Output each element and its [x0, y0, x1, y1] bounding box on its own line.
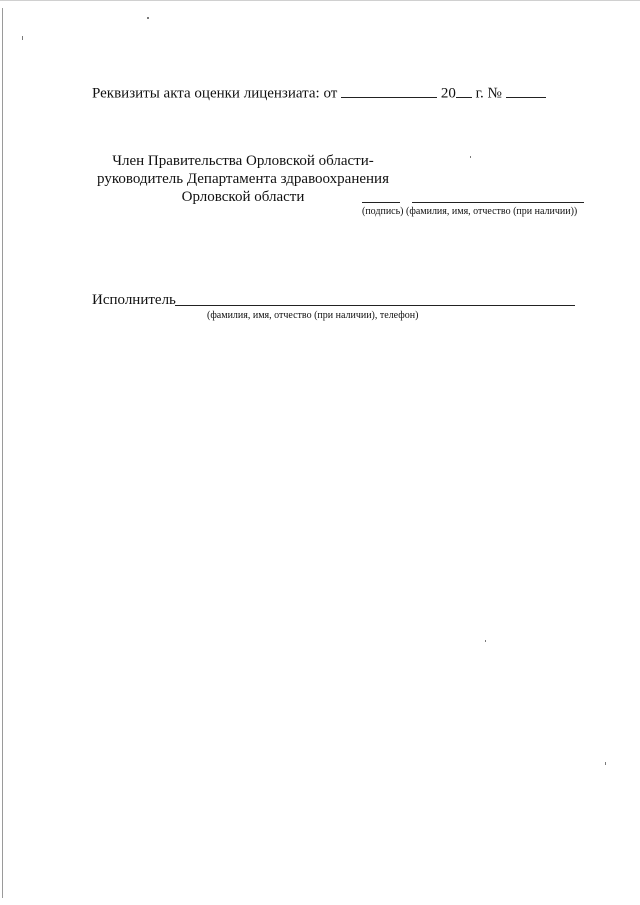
executor-label: Исполнитель	[92, 292, 176, 308]
signatory-line-1: Член Правительства Орловской области-	[112, 153, 374, 169]
signature-blank	[362, 202, 400, 203]
signatory-line-3: Орловской области	[181, 189, 305, 205]
scan-speck	[470, 156, 471, 158]
scan-edge-top	[0, 0, 640, 1]
requisites-line	[92, 83, 546, 102]
number-label: г. №	[475, 85, 502, 102]
scan-speck	[147, 17, 149, 19]
signatory-line-2: руководитель Департамента здравоохранения	[97, 171, 389, 187]
date-blank	[341, 83, 437, 98]
scan-speck	[485, 640, 486, 642]
signatory-caption: (подпись) (фамилия, имя, отчество (при наличии))	[362, 206, 578, 217]
number-blank	[506, 83, 546, 98]
scan-speck	[22, 36, 23, 40]
scan-speck	[605, 762, 606, 765]
executor-caption: (фамилия, имя, отчество (при наличии), телефон)	[207, 310, 419, 321]
year-blank	[456, 83, 472, 98]
signatory-title	[84, 152, 402, 206]
requisites-label: Реквизиты акта оценки лицензиата: от	[92, 85, 338, 102]
signatory-name-blank	[412, 202, 584, 203]
year-prefix: 20	[440, 85, 456, 102]
scan-edge-left	[2, 8, 3, 898]
executor-blank	[175, 305, 575, 306]
